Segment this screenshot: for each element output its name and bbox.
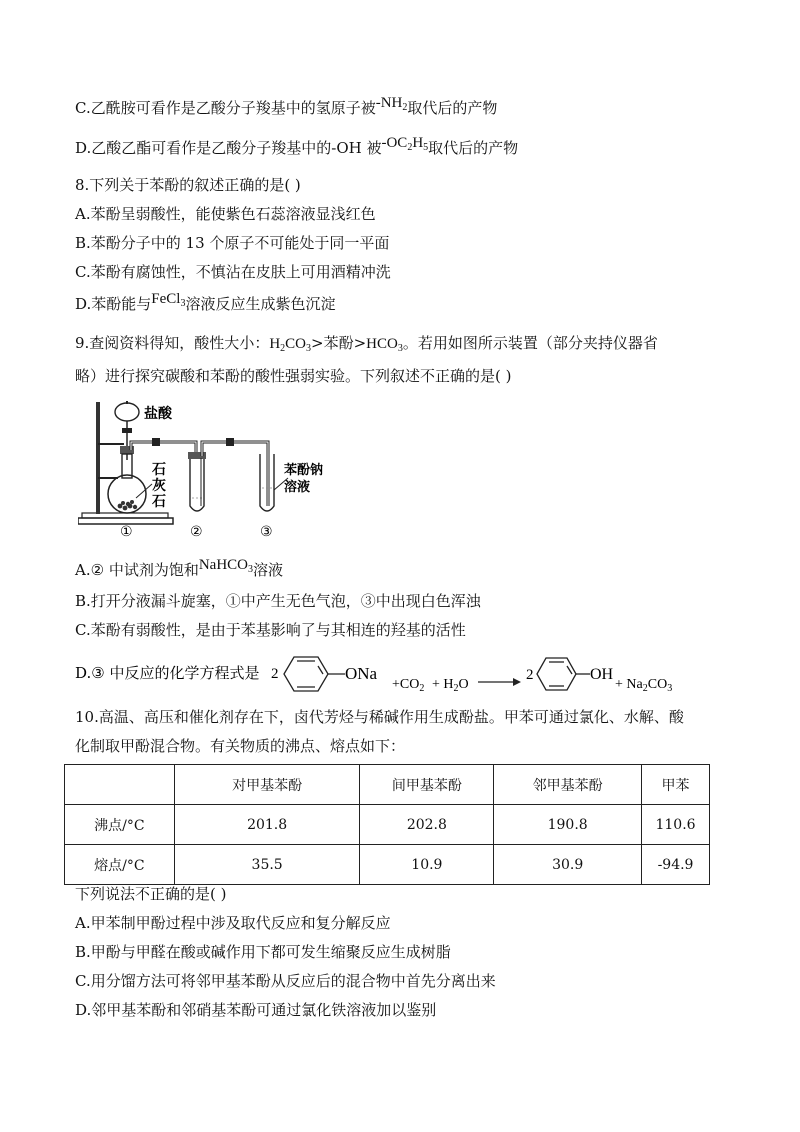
q9-option-b: B.打开分液漏斗旋塞，①中产生无色气泡，③中出现白色浑浊 <box>75 592 481 610</box>
q10-stem-line1: 10.高温、高压和催化剂存在下，卤代芳烃与稀碱作用生成酚盐。甲苯可通过氯化、水解、酸 <box>75 708 684 726</box>
q7-option-d-text: D.乙酸乙酯可看作是乙酸分子羧基中的-OH 被 <box>75 139 382 157</box>
label-n1: ① <box>120 524 133 540</box>
eq-na2co3: + $Na_2CO_3$ <box>615 677 673 694</box>
table-cell: 35.5 <box>174 845 360 885</box>
table-cell: 201.8 <box>174 805 360 845</box>
label-phenoxide-2: 溶液 <box>284 480 311 495</box>
q9-option-d-equation <box>75 652 675 696</box>
q7-option-d-tail: 取代后的产物 <box>428 139 519 157</box>
q8-option-d-tail: 溶液反应生成紫色沉淀 <box>185 295 336 313</box>
q9-option-d-text: D.③ 中反应的化学方程式是 <box>75 664 260 682</box>
q8-option-b: B.苯酚分子中的 13 个原子不可能处于同一平面 <box>75 234 390 252</box>
table-cell: 202.8 <box>360 805 494 845</box>
q9-option-c: C.苯酚有弱酸性，是由于苯基影响了与其相连的羟基的活性 <box>75 621 466 639</box>
eq-coef2: 2 <box>526 667 534 683</box>
table-header-row <box>65 765 710 805</box>
eq-co2: $+CO_2$ <box>392 677 425 694</box>
label-hcl: 盐酸 <box>144 406 172 422</box>
q8-option-c: C.苯酚有腐蚀性，不慎沾在皮肤上可用酒精冲洗 <box>75 263 391 281</box>
q9-option-a <box>75 557 284 581</box>
table-header-cell: 对甲基苯酚 <box>174 765 360 805</box>
eq-group2: OH <box>590 666 614 683</box>
q7-option-c-group: $-NH_2$ <box>375 95 408 113</box>
label-limestone-2: 灰 <box>152 478 166 494</box>
label-n2: ② <box>190 524 203 540</box>
q9-stem-tail: 。若用如图所示装置（部分夹持仪器省 <box>402 334 658 352</box>
table-header-cell: 甲苯 <box>642 765 710 805</box>
q10-option-d: D.邻甲基苯酚和邻硝基苯酚可通过氯化铁溶液加以鉴别 <box>75 1001 437 1019</box>
benzene-ring-1 <box>284 657 328 691</box>
eq-group1: ONa <box>345 664 378 683</box>
table-cell: 30.9 <box>494 845 642 885</box>
table-header-cell: 间甲基苯酚 <box>360 765 494 805</box>
q10-stem-line2: 化制取甲酚混合物。有关物质的沸点、熔点如下： <box>75 737 406 755</box>
table-row <box>65 805 710 845</box>
table-row <box>65 845 710 885</box>
label-limestone-1: 石 <box>152 462 166 478</box>
q8-stem: 8.下列关于苯酚的叙述正确的是( ) <box>75 176 301 194</box>
q7-option-c <box>75 95 498 119</box>
eq-h2o: + $H_2O$ <box>432 677 469 694</box>
benzene-ring-2 <box>537 658 576 690</box>
table-cell: 110.6 <box>642 805 710 845</box>
apparatus-figure <box>78 398 338 540</box>
q10-option-b: B.甲酚与甲醛在酸或碱作用下都可发生缩聚反应生成树脂 <box>75 943 451 961</box>
label-phenoxide-1: 苯酚钠 <box>284 463 324 478</box>
q7-option-c-text: C.乙酰胺可看作是乙酸分子羧基中的氢原子被 <box>75 99 376 117</box>
q7-option-d <box>75 135 519 159</box>
q9-acid-h2co3: $H_2CO_3$ <box>269 336 312 354</box>
table-header-cell: 邻甲基苯酚 <box>494 765 642 805</box>
q10-option-c: C.用分馏方法可将邻甲基苯酚从反应后的混合物中首先分离出来 <box>75 972 496 990</box>
table-header-cell <box>65 765 175 805</box>
q9-option-a-chem: NaHCO$_3$ <box>198 557 253 575</box>
q8-option-d-chem: FeCl$_3$ <box>151 291 186 309</box>
q9-option-a-tail: 溶液 <box>253 561 284 579</box>
q8-option-d <box>75 291 336 315</box>
table-cell: 190.8 <box>494 805 642 845</box>
label-n3: ③ <box>260 524 273 540</box>
table-cell: -94.9 <box>642 845 710 885</box>
q9-stem-pre: 9.查阅资料得知，酸性大小： <box>75 334 270 352</box>
q9-stem-line2: 略）进行探究碳酸和苯酚的酸性强弱实验。下列叙述不正确的是( ) <box>75 367 512 385</box>
label-limestone-3: 石 <box>152 494 166 510</box>
q10-option-a: A.甲苯制甲酚过程中涉及取代反应和复分解反应 <box>75 914 391 932</box>
q9-gt: >苯酚> <box>311 334 367 352</box>
q7-option-d-group: $-OC_2H_5$ <box>381 135 429 153</box>
q7-option-c-tail: 取代后的产物 <box>407 99 498 117</box>
table-cell: 熔点/°C <box>65 845 175 885</box>
q8-option-a: A.苯酚呈弱酸性，能使紫色石蕊溶液显浅红色 <box>75 205 376 223</box>
q8-option-d-text: D.苯酚能与 <box>75 295 152 313</box>
q9-option-a-text: A.② 中试剂为饱和 <box>75 561 199 579</box>
q9-stem-line1 <box>75 333 658 354</box>
q9-acid-hco3: $HCO_3$ <box>366 336 403 354</box>
table-cell: 沸点/°C <box>65 805 175 845</box>
q10-after-table: 下列说法不正确的是( ) <box>75 885 227 903</box>
boiling-melting-table <box>64 764 710 885</box>
table-cell: 10.9 <box>360 845 494 885</box>
eq-coef1: 2 <box>271 666 279 682</box>
